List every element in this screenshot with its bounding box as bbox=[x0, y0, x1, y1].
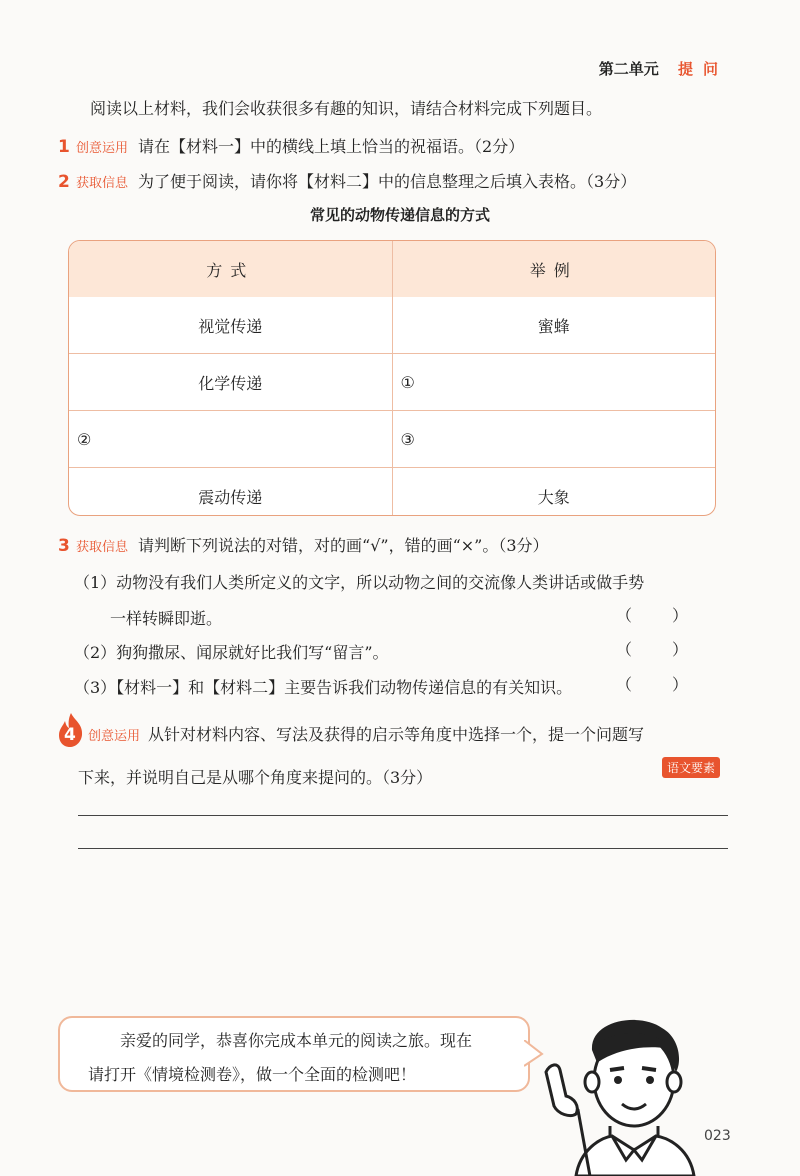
answer-line[interactable] bbox=[78, 848, 728, 849]
question-tag: 获取信息 bbox=[76, 176, 129, 191]
question-tag: 获取信息 bbox=[76, 540, 129, 555]
table-header-example: 举例 bbox=[392, 241, 715, 297]
table-cell-answer-blank[interactable]: ③ bbox=[392, 411, 715, 468]
table-row bbox=[69, 297, 715, 354]
statement-1: （1）动物没有我们人类所定义的文字，所以动物之间的交流像人类讲话或做手势 bbox=[74, 573, 645, 592]
question-text: 从针对材料内容、写法及获得的启示等角度中选择一个，提一个问题写 bbox=[148, 725, 645, 744]
question-number: 3 bbox=[58, 536, 70, 556]
question-tag: 创意运用 bbox=[76, 141, 129, 156]
info-table bbox=[68, 240, 716, 516]
answer-parentheses[interactable]: （） bbox=[615, 606, 728, 625]
table-cell: 蜜蜂 bbox=[392, 297, 715, 354]
statement-2: （2）狗狗撒尿、闻尿就好比我们写“留言”。 bbox=[74, 643, 389, 662]
question-4 bbox=[60, 722, 644, 745]
question-text: 为了便于阅读，请你将【材料二】中的信息整理之后填入表格。（3分） bbox=[138, 172, 637, 191]
table-title: 常见的动物传递信息的方式 bbox=[309, 206, 490, 224]
question-4-continued: 下来，并说明自己是从哪个角度来提问的。（3分） bbox=[78, 768, 433, 787]
page-header bbox=[599, 58, 728, 79]
table-row bbox=[69, 354, 715, 411]
question-number: 1 bbox=[58, 137, 70, 157]
boy-mascot-icon bbox=[530, 1010, 710, 1176]
table-cell-answer-blank[interactable]: ① bbox=[392, 354, 715, 411]
topic-label: 提问 bbox=[677, 60, 728, 78]
question-2 bbox=[58, 169, 636, 192]
question-text: 请在【材料一】中的横线上填上恰当的祝福语。（2分） bbox=[138, 137, 525, 156]
question-tag: 创意运用 bbox=[88, 729, 141, 744]
page-number: 023 bbox=[704, 1128, 731, 1144]
question-3 bbox=[58, 533, 549, 556]
question-number: 4 bbox=[64, 725, 76, 745]
table-row bbox=[69, 411, 715, 468]
answer-parentheses[interactable]: （） bbox=[615, 640, 728, 659]
question-number: 2 bbox=[58, 172, 70, 192]
question-1 bbox=[58, 134, 524, 157]
bubble-line-1: 亲爱的同学，恭喜你完成本单元的阅读之旅。现在 bbox=[120, 1031, 473, 1050]
table-header-method: 方式 bbox=[69, 241, 392, 297]
unit-label: 第二单元 bbox=[598, 60, 659, 78]
statement-3: （3）【材料一】和【材料二】主要告诉我们动物传递信息的有关知识。 bbox=[74, 678, 573, 697]
answer-line[interactable] bbox=[78, 815, 728, 816]
answer-parentheses[interactable]: （） bbox=[615, 675, 728, 694]
table-cell: 视觉传递 bbox=[69, 297, 392, 354]
table-cell-answer-blank[interactable]: ② bbox=[69, 411, 392, 468]
statement-1-continued: 一样转瞬即逝。 bbox=[110, 609, 223, 628]
language-element-badge: 语文要素 bbox=[662, 757, 720, 778]
question-text: 请判断下列说法的对错，对的画“√”，错的画“×”。（3分） bbox=[138, 536, 549, 555]
bubble-line-2: 请打开《情境检测卷》，做一个全面的检测吧！ bbox=[88, 1065, 417, 1084]
table-cell: 震动传递 bbox=[69, 468, 392, 517]
table-cell: 化学传递 bbox=[69, 354, 392, 411]
intro-text: 阅读以上材料，我们会收获很多有趣的知识，请结合材料完成下列题目。 bbox=[90, 99, 603, 118]
table-cell: 大象 bbox=[392, 468, 715, 517]
table-row bbox=[69, 468, 715, 517]
speech-bubble bbox=[58, 1016, 530, 1092]
